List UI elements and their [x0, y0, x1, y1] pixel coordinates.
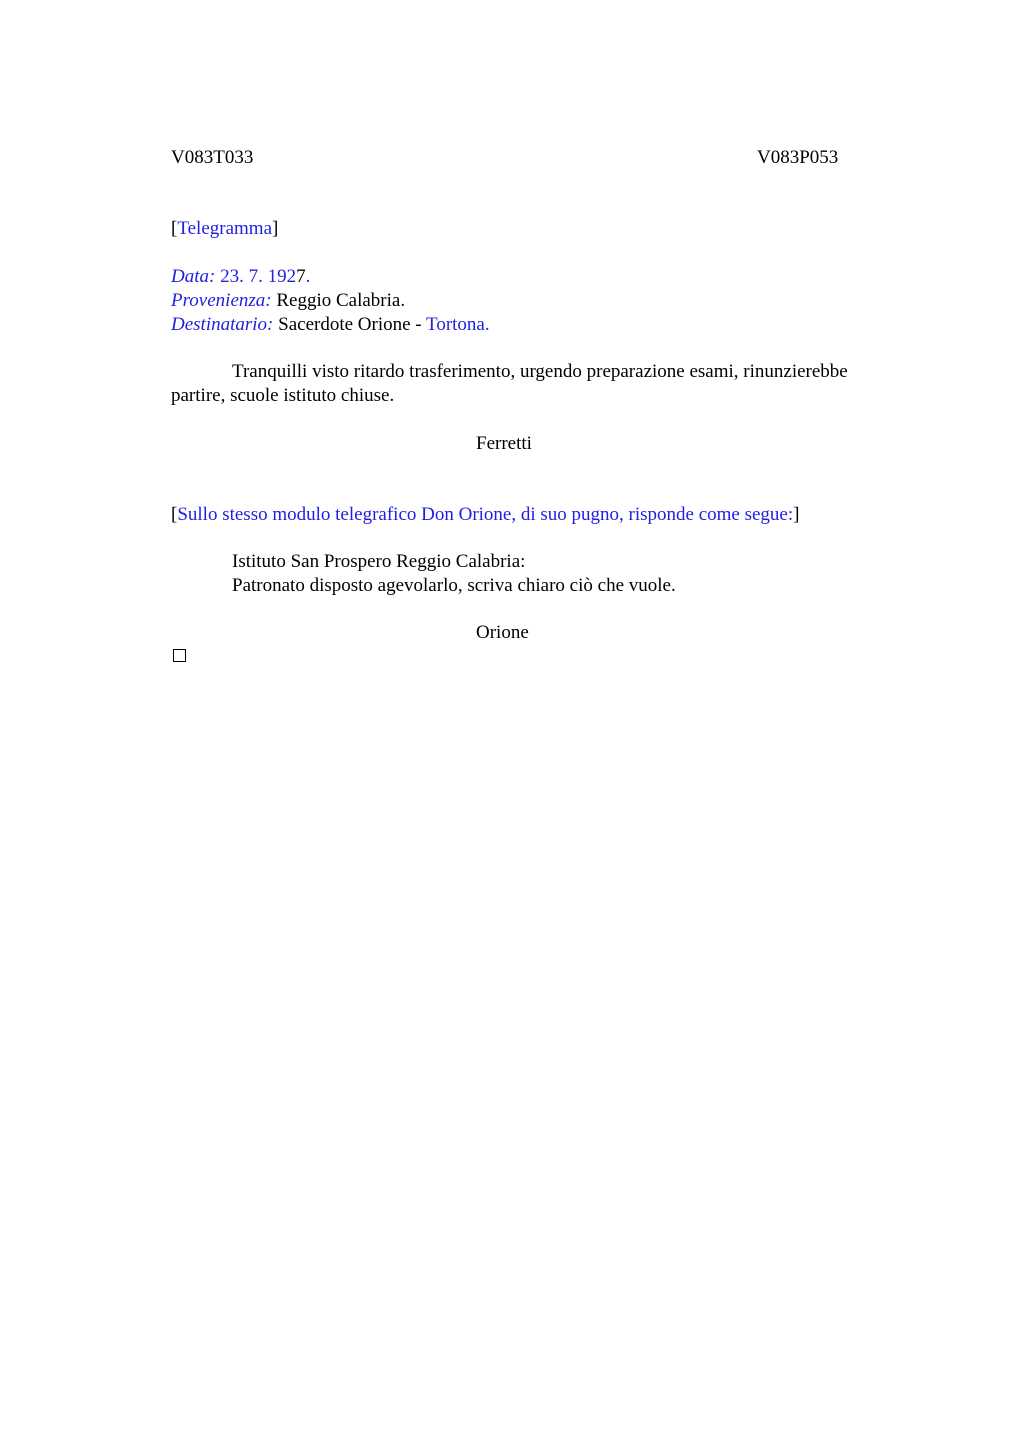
end-of-document-box-icon [173, 649, 186, 662]
recipient-line [171, 313, 490, 337]
recipient-label: Destinatario: [171, 314, 274, 335]
note-bracket-open: [ [171, 504, 178, 525]
bracket-open: [ [171, 218, 178, 239]
reply-body: Patronato disposto agevolarlo, scriva chiaro ciò che vuole. [232, 575, 676, 596]
reply-signature: Orione [476, 622, 529, 643]
reply-address: Istituto San Prospero Reggio Calabria: [232, 551, 526, 572]
date-value-digit: 7 [296, 266, 306, 287]
origin-value: Reggio Calabria. [276, 290, 406, 311]
telegram-signature: Ferretti [476, 433, 532, 454]
recipient-value: Sacerdote Orione - [278, 314, 427, 335]
telegram-body: Tranquilli visto ritardo trasferimento, urgendo preparazione esami, rinunzierebbe partire, scuole istituto chiuse. [171, 361, 848, 406]
note-bracket-close: ] [793, 504, 800, 525]
editorial-note [171, 503, 799, 527]
origin-label: Provenienza: [171, 290, 272, 311]
date-value-end: . [305, 266, 311, 287]
date-line [171, 265, 310, 289]
recipient-place: Tortona. [426, 314, 490, 335]
document-type [171, 217, 278, 241]
date-value: 23. 7. 192 [220, 266, 297, 287]
origin-line [171, 289, 405, 313]
note-text: Sullo stesso modulo telegrafico Don Orione, di suo pugno, risponde come segue: [177, 504, 794, 525]
bracket-close: ] [272, 218, 279, 239]
document-code-left: V083T033 [171, 147, 254, 168]
date-label: Data: [171, 266, 216, 287]
document-type-label: Telegramma [177, 218, 273, 239]
document-code-right: V083P053 [757, 147, 839, 168]
